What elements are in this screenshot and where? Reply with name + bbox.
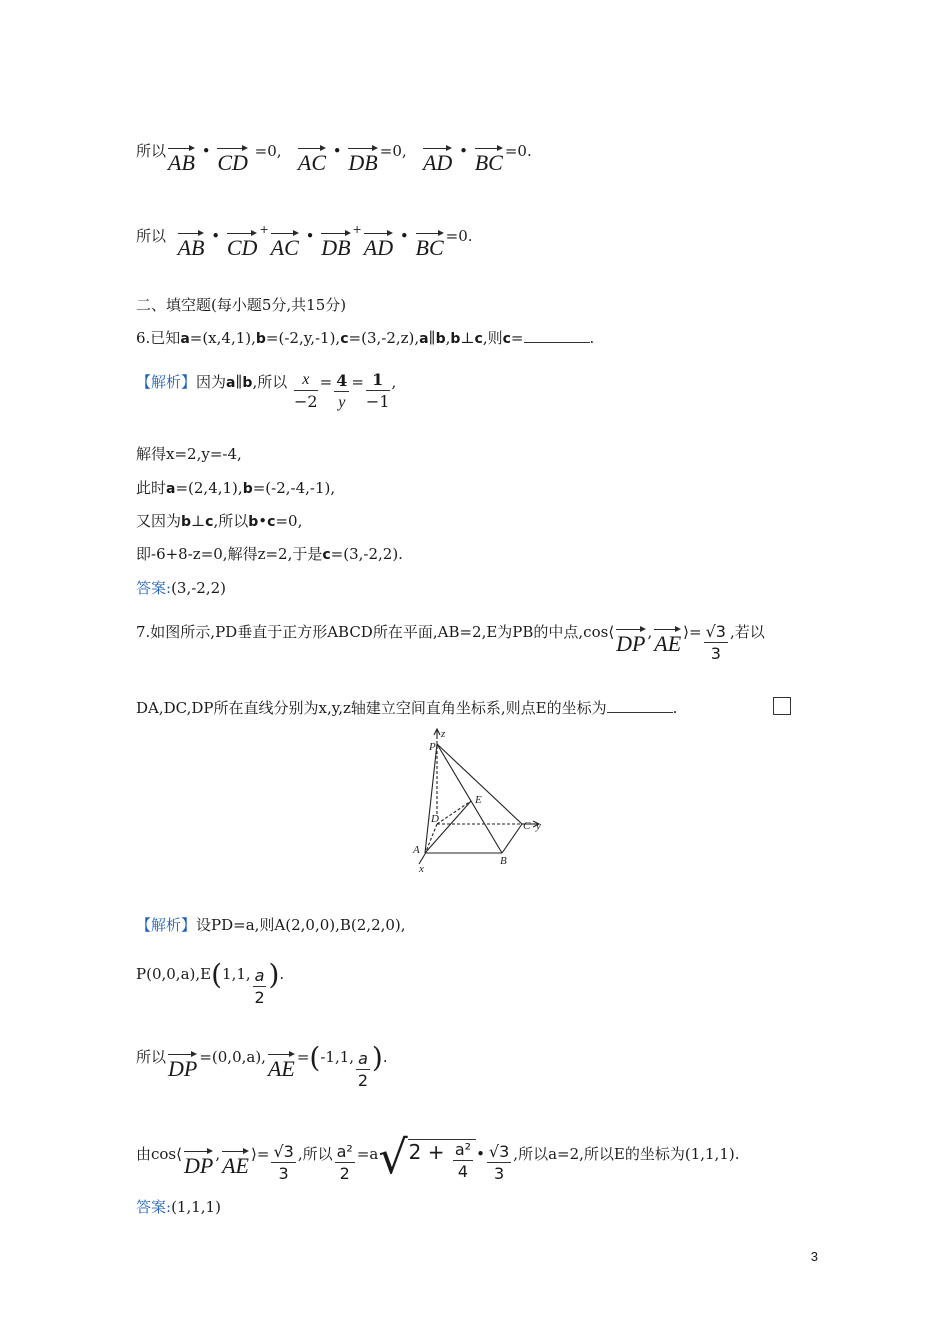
text: , <box>647 623 653 641</box>
perp: ⊥ <box>460 329 475 347</box>
numerator: √3 <box>705 622 726 641</box>
question-6: 6.已知a=(x,4,1),b=(-2,y,-1),c=(3,-2,z),a∥b,b⊥c,则c= . <box>136 329 595 347</box>
fraction <box>271 1142 295 1185</box>
vector-ae: AE <box>654 626 681 655</box>
text: 又因为 <box>136 512 182 530</box>
denominator: 3 <box>278 1164 289 1183</box>
angle-bracket: ⟩ <box>683 623 690 641</box>
vector-ab: AB <box>168 145 195 174</box>
proof-line-1 <box>136 140 532 174</box>
denominator: 4 <box>457 1162 469 1181</box>
text: = <box>351 373 364 391</box>
answer-value: (1,1,1) <box>171 1198 221 1216</box>
text: 即-6+8-z=0,解得z=2,于是 <box>136 545 323 563</box>
text: . <box>279 965 285 983</box>
text: =(-2,y,-1), <box>265 329 341 347</box>
vector-db: DB <box>321 230 350 259</box>
var-c: c <box>267 514 276 530</box>
vector-dp: DP <box>168 1051 197 1080</box>
right-paren: ) <box>371 1041 383 1074</box>
text: 设PD=a,则A(2,0,0),B(2,2,0), <box>196 916 406 934</box>
left-paren: ( <box>211 958 223 991</box>
var-b: b <box>181 514 192 530</box>
text: 6.已知 <box>136 329 181 347</box>
numerator: √3 <box>273 1142 294 1161</box>
denominator: −1 <box>365 392 390 411</box>
plus: + <box>352 223 362 236</box>
text: =a <box>356 1145 379 1163</box>
text: ,所以 <box>213 512 249 530</box>
dot: • <box>399 227 409 245</box>
vector-ad: AD <box>423 145 452 174</box>
text: P(0,0,a),E <box>136 965 212 983</box>
text: = <box>296 1048 310 1066</box>
text: = <box>256 1145 270 1163</box>
dot: • <box>476 1145 485 1163</box>
vector-bc: BC <box>475 145 503 174</box>
numerator: x <box>294 370 318 391</box>
numerator: a <box>254 966 265 985</box>
text: =(0,0,a), <box>199 1048 266 1066</box>
answer-blank <box>524 328 590 343</box>
text: = <box>319 373 333 391</box>
angle-bracket: ⟩ <box>251 1145 257 1163</box>
fraction <box>704 622 728 665</box>
fraction <box>335 1142 355 1185</box>
dot: • <box>258 512 268 530</box>
denominator: 3 <box>710 644 721 663</box>
text: =0, <box>254 142 282 160</box>
text: =(x,4,1), <box>189 329 256 347</box>
answer-tag: 答案: <box>136 1198 172 1216</box>
var-a: a <box>226 375 236 391</box>
text: , <box>391 373 397 391</box>
label-z: z <box>441 728 446 740</box>
answer-tag: 答案: <box>136 579 172 597</box>
question-7-line-1 <box>136 621 765 665</box>
vector-ae: AE <box>268 1051 295 1080</box>
numerator: √3 <box>488 1142 510 1161</box>
text: ,若以 <box>729 623 765 641</box>
text: 因为 <box>196 373 227 391</box>
text: = <box>510 329 524 347</box>
text: 所以 <box>136 1048 167 1066</box>
vector-cd: CD <box>217 145 248 174</box>
var-c: c <box>474 331 483 347</box>
sqrt-icon: √ <box>378 1130 408 1184</box>
numerator: a² <box>336 1142 353 1161</box>
text: ,所以 <box>252 373 288 391</box>
text: 2 + <box>408 1140 451 1164</box>
q7-answer <box>136 1196 221 1217</box>
var-b: b <box>248 514 259 530</box>
denominator: 2 <box>254 988 265 1007</box>
vector-dp: DP <box>184 1148 213 1177</box>
text: =0. <box>504 142 532 160</box>
sqrt-body <box>408 1139 476 1183</box>
text: ,所以a=2,所以E的坐标为(1,1,1). <box>513 1145 740 1163</box>
edge-pa <box>425 744 437 853</box>
var-b: b <box>255 331 266 347</box>
fraction <box>487 1142 511 1185</box>
text: . <box>672 699 678 717</box>
numerator: a <box>358 1049 368 1068</box>
var-a: a <box>166 481 176 497</box>
edge-pc <box>437 744 522 824</box>
text: ,则 <box>482 329 503 347</box>
text: =(3,-2,2). <box>330 545 403 563</box>
text: , <box>215 1145 221 1163</box>
checkbox-icon <box>773 697 791 715</box>
var-c: c <box>205 514 214 530</box>
dot: • <box>332 142 342 160</box>
var-a: a <box>180 331 190 347</box>
text: =0, <box>275 512 303 530</box>
edge-pb <box>437 744 502 853</box>
analysis-tag: 【解析】 <box>136 916 197 934</box>
label-e: E <box>475 794 482 806</box>
var-b: b <box>435 331 446 347</box>
fraction <box>294 370 318 413</box>
denominator: 3 <box>494 1164 505 1183</box>
fraction <box>453 1140 473 1183</box>
question-7-line-2 <box>136 697 677 718</box>
edge-bc <box>502 824 522 853</box>
numerator: 4 <box>336 371 348 390</box>
vector-dp: DP <box>616 626 645 655</box>
denominator: 2 <box>357 1071 369 1090</box>
var-b: b <box>242 481 253 497</box>
label-a: A <box>413 844 420 856</box>
plus: + <box>259 223 269 236</box>
vector-db: DB <box>348 145 377 174</box>
var-c: c <box>322 547 331 563</box>
text: =(3,-2,z), <box>348 329 420 347</box>
text: 7.如图所示,PD垂直于正方形ABCD所在平面,AB=2,E为PB的中点,cos <box>136 623 609 641</box>
q7-analysis-4 <box>136 1130 739 1185</box>
answer-blank <box>607 698 673 713</box>
text: =(2,4,1), <box>175 479 243 497</box>
text: 所以 <box>136 142 167 160</box>
var-c: c <box>340 331 349 347</box>
text: =0, <box>379 142 407 160</box>
label-d: D <box>431 813 439 825</box>
text: DA,DC,DP所在直线分别为x,y,z轴建立空间直角坐标系,则点E的坐标为 <box>136 699 607 717</box>
var-c: c <box>502 331 511 347</box>
text: 由cos <box>136 1145 177 1163</box>
angle-bracket: ⟨ <box>608 623 615 641</box>
q6-step-3 <box>136 510 302 531</box>
label-y: y <box>536 820 541 832</box>
text: ,所以 <box>297 1145 333 1163</box>
label-p: P <box>429 741 436 753</box>
fraction <box>356 1049 370 1092</box>
denominator: −2 <box>294 392 318 411</box>
vector-ae: AE <box>222 1148 249 1177</box>
segment-ae <box>425 801 471 853</box>
text: 此时 <box>136 479 167 497</box>
left-paren: ( <box>309 1041 321 1074</box>
var-b: b <box>242 375 253 391</box>
perp: ⊥ <box>191 512 206 530</box>
text: =(-2,-4,-1), <box>252 479 336 497</box>
label-b: B <box>500 855 507 867</box>
pyramid-figure <box>405 726 555 874</box>
parallel: ∥ <box>428 329 436 347</box>
q6-answer <box>136 577 226 598</box>
fraction <box>366 370 390 413</box>
denominator: 2 <box>339 1164 350 1183</box>
text: 所以 <box>136 227 167 245</box>
dot: • <box>201 142 211 160</box>
q7-analysis-2 <box>136 958 284 1009</box>
page-number: 3 <box>810 1249 818 1264</box>
vector-ad: AD <box>364 230 393 259</box>
q6-step-4 <box>136 543 403 564</box>
dot: • <box>211 227 221 245</box>
numerator: 1 <box>366 370 390 391</box>
text: -1,1, <box>320 1048 355 1066</box>
label-x: x <box>419 863 424 874</box>
fraction <box>334 371 349 414</box>
denominator: y <box>338 394 346 411</box>
text: = <box>689 623 702 641</box>
fraction <box>253 966 267 1009</box>
var-b: b <box>450 331 461 347</box>
analysis-tag: 【解析】 <box>136 373 197 391</box>
q7-analysis-1 <box>136 914 406 935</box>
vector-ac: AC <box>271 230 299 259</box>
label-c: C <box>523 820 531 832</box>
q6-step-1: 解得x=2,y=-4, <box>136 445 242 463</box>
text: , <box>445 329 451 347</box>
q6-analysis <box>136 370 396 414</box>
numerator: a² <box>454 1140 472 1159</box>
angle-bracket: ⟨ <box>176 1145 182 1163</box>
text: 1,1, <box>222 965 251 983</box>
section-heading: 二、填空题(每小题5分,共15分) <box>136 296 347 314</box>
parallel: ∥ <box>235 373 243 391</box>
answer-value: (3,-2,2) <box>171 579 227 597</box>
q7-analysis-3 <box>136 1041 388 1092</box>
q6-step-2 <box>136 477 335 498</box>
dot: • <box>459 142 468 160</box>
vector-cd: CD <box>227 230 258 259</box>
vector-ab: AB <box>178 230 205 259</box>
vector-ac: AC <box>298 145 326 174</box>
text: =0. <box>445 227 473 245</box>
proof-line-2 <box>136 223 473 259</box>
right-paren: ) <box>268 958 280 991</box>
text: . <box>382 1048 388 1066</box>
vector-bc: BC <box>416 230 444 259</box>
dot: • <box>305 227 315 245</box>
var-a: a <box>419 331 429 347</box>
